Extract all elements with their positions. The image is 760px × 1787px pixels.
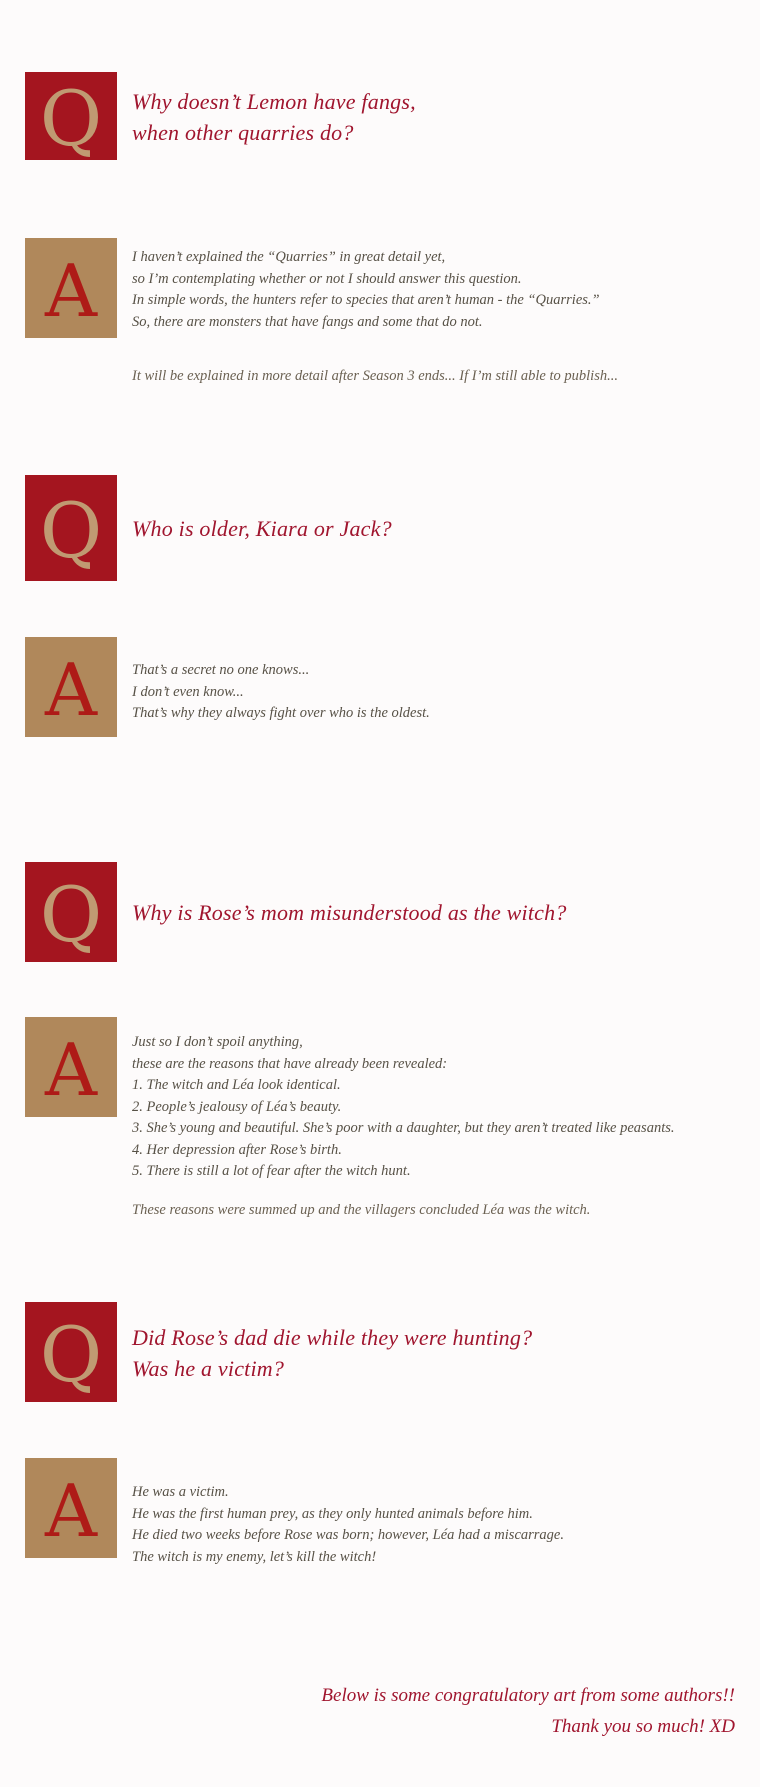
question-line: Who is older, Kiara or Jack? — [132, 516, 392, 541]
question-badge — [25, 1302, 117, 1402]
answer-line: He died two weeks before Rose was born; however, Léa had a miscarrage. — [132, 1527, 564, 1543]
q-letter: Q — [39, 74, 103, 163]
answer-line: 1. The witch and Léa look identical. — [132, 1077, 341, 1093]
answer-badge — [25, 1458, 117, 1558]
a-letter: A — [45, 1028, 97, 1112]
answer-text — [132, 1482, 746, 1568]
question-line: Did Rose’s dad die while they were hunting? — [132, 1325, 533, 1350]
answer-line: Just so I don’t spoil anything, — [132, 1034, 303, 1050]
answer-line: 3. She’s young and beautiful. She’s poor with a daughter, but they aren’t treated like peasants. — [132, 1120, 675, 1136]
q-letter: Q — [39, 870, 103, 959]
answer-note-line: It will be explained in more detail after Season 3 ends... If I’m still able to publish... — [132, 368, 618, 384]
question-line: Why is Rose’s mom misunderstood as the witch? — [132, 900, 567, 925]
answer-line: I don’t even know... — [132, 683, 244, 700]
answer-badge — [25, 637, 117, 737]
question-badge — [25, 72, 117, 163]
question-line: Was he a victim? — [132, 1356, 285, 1381]
answer-line: That’s why they always fight over who is the oldest. — [132, 705, 430, 721]
answer-note-line: These reasons were summed up and the villagers concluded Léa was the witch. — [132, 1202, 591, 1218]
answer-line: 2. People’s jealousy of Léa’s beauty. — [132, 1098, 342, 1115]
answer-line: In simple words, the hunters refer to species that aren’t human - the “Quarries.” — [132, 292, 600, 308]
answer-line: That’s a secret no one knows... — [132, 662, 310, 678]
question-badge — [25, 862, 117, 962]
answer-line: So, there are monsters that have fangs and some that do not. — [132, 313, 483, 330]
answer-line: He was the first human prey, as they only hunted animals before him. — [132, 1505, 533, 1522]
answer-text — [132, 660, 746, 725]
footer-line: Thank you so much! XD — [551, 1716, 735, 1737]
question-line: Why doesn’t Lemon have fangs, — [132, 89, 416, 114]
question-text — [132, 86, 742, 148]
answer-note — [132, 366, 746, 388]
answer-text — [132, 1032, 746, 1183]
question-text — [132, 1322, 742, 1384]
question-text — [132, 513, 742, 544]
answer-line: these are the reasons that have already been revealed: — [132, 1055, 448, 1072]
answer-badge — [25, 238, 117, 338]
q-letter: Q — [39, 1310, 103, 1399]
answer-text — [132, 247, 746, 333]
answer-line: 4. Her depression after Rose’s birth. — [132, 1141, 342, 1158]
a-letter: A — [45, 1469, 97, 1553]
answer-line: The witch is my enemy, let’s kill the witch! — [132, 1548, 377, 1565]
answer-line: I haven’t explained the “Quarries” in great detail yet, — [132, 249, 446, 265]
question-badge — [25, 475, 117, 581]
answer-note — [132, 1200, 746, 1222]
question-text — [132, 897, 742, 928]
a-letter: A — [45, 249, 97, 333]
a-letter: A — [45, 648, 97, 732]
answer-line: so I’m contemplating whether or not I should answer this question. — [132, 270, 522, 287]
answer-line: He was a victim. — [132, 1484, 229, 1500]
answer-badge — [25, 1017, 117, 1117]
footer-line: Below is some congratulatory art from some authors!! — [321, 1685, 735, 1706]
q-letter: Q — [39, 486, 103, 575]
footer-note — [120, 1680, 735, 1742]
answer-line: 5. There is still a lot of fear after the witch hunt. — [132, 1163, 411, 1179]
question-line: when other quarries do? — [132, 120, 354, 145]
